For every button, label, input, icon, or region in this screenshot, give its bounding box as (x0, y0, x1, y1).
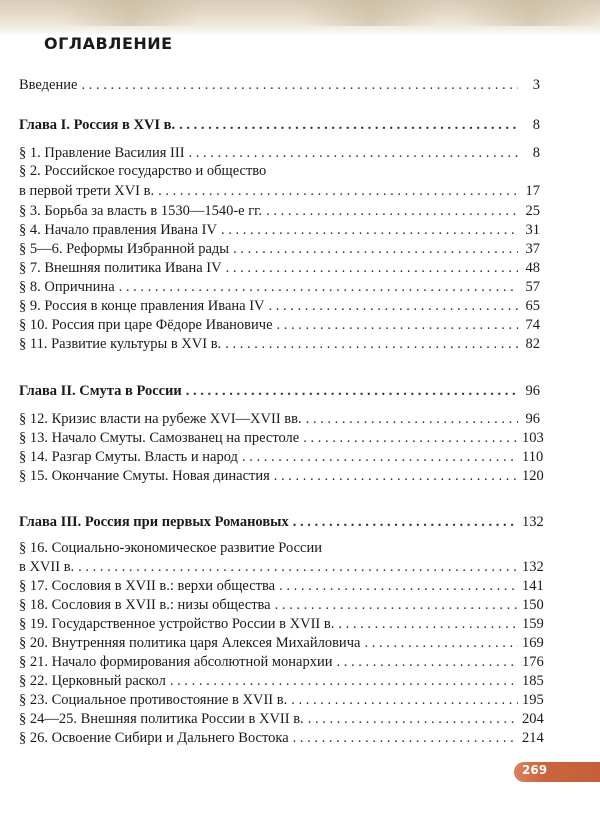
chapter-page: 96 (525, 383, 540, 399)
toc-entry-label: § 24—25. Внешняя политика России в XVII в. (19, 711, 304, 727)
toc-entry[interactable] (19, 556, 544, 576)
toc-entry-page: 204 (522, 711, 544, 727)
toc-entry-label: § 12. Кризис власти на рубеже XVI—XVII вв. (19, 411, 302, 427)
dot-leader (242, 448, 518, 466)
toc-entry[interactable] (19, 314, 540, 334)
toc-chapter-2[interactable] (19, 380, 540, 400)
dot-leader (337, 653, 519, 671)
toc-entry-page: 159 (522, 616, 544, 632)
toc-entry-page: 37 (525, 241, 540, 257)
dot-leader (179, 116, 518, 134)
dot-leader (338, 615, 518, 633)
dot-leader (303, 429, 518, 447)
toc-entry[interactable] (19, 632, 544, 652)
toc-entry-label: § 26. Освоение Сибири и Дальнего Востока (19, 730, 289, 746)
page-number: 269 (522, 763, 548, 777)
chapter-label: Глава III. Россия при первых Романовых (19, 514, 289, 530)
dot-leader (308, 710, 518, 728)
toc-entry[interactable] (19, 727, 544, 747)
toc-entry-page: 96 (525, 411, 540, 427)
toc-entry[interactable] (19, 651, 544, 671)
toc-entry[interactable] (19, 575, 544, 595)
header-texture (460, 0, 600, 26)
toc-entry-label-line1[interactable]: § 16. Социально-экономическое развитие России (19, 540, 322, 556)
toc-entry-label: § 22. Церковный раскол (19, 673, 166, 689)
toc-entry[interactable] (19, 613, 544, 633)
toc-entry[interactable] (19, 238, 540, 258)
toc-entry-label-line1[interactable]: § 2. Российское государство и общество (19, 163, 267, 179)
toc-entry-label: § 10. Россия при царе Фёдоре Ивановиче (19, 317, 273, 333)
dot-leader (275, 596, 518, 614)
dot-leader (291, 691, 518, 709)
toc-entry-label: § 18. Сословия в XVII в.: низы общества (19, 597, 271, 613)
toc-entry[interactable] (19, 142, 540, 162)
page-title: ОГЛАВЛЕНИЕ (44, 34, 173, 53)
dot-leader (233, 240, 518, 258)
dot-leader (274, 467, 518, 485)
toc-entry-label: § 11. Развитие культуры в XVI в. (19, 336, 222, 352)
toc-entry[interactable] (19, 333, 540, 353)
toc-entry-label: § 23. Социальное противостояние в XVII в. (19, 692, 288, 708)
toc-entry-label: § 7. Внешняя политика Ивана IV (19, 260, 222, 276)
dot-leader (119, 278, 518, 296)
toc-entry-page: 74 (525, 317, 540, 333)
decorative-header-band (0, 0, 600, 36)
toc-entry[interactable] (19, 670, 544, 690)
dot-leader (189, 144, 518, 162)
toc-entry-label: § 1. Правление Василия III (19, 145, 185, 161)
toc-entry-page: 132 (522, 559, 544, 575)
toc-entry[interactable] (19, 200, 540, 220)
toc-entry-label: § 20. Внутренняя политика царя Алексея Михайловича (19, 635, 361, 651)
page-number-badge (514, 762, 600, 782)
chapter-page: 132 (522, 514, 544, 530)
toc-entry-page: 25 (525, 203, 540, 219)
toc-entry[interactable] (19, 465, 544, 485)
toc-entry-page: 48 (525, 260, 540, 276)
dot-leader (306, 410, 518, 428)
dot-leader (158, 182, 518, 200)
toc-entry-page: 17 (525, 183, 540, 199)
toc-chapter-3[interactable] (19, 511, 544, 531)
dot-leader (293, 729, 518, 747)
dot-leader (225, 335, 518, 353)
dot-leader (221, 221, 518, 239)
toc-entry-label: § 9. Россия в конце правления Ивана IV (19, 298, 265, 314)
toc-entry-intro[interactable] (19, 74, 540, 94)
dot-leader (269, 297, 519, 315)
toc-entry-page: 185 (522, 673, 544, 689)
toc-entry[interactable] (19, 257, 540, 277)
dot-leader (226, 259, 518, 277)
toc-entry-page: 8 (532, 145, 540, 161)
toc-entry-page: 169 (522, 635, 544, 651)
dot-leader (277, 316, 518, 334)
toc-entry[interactable] (19, 276, 540, 296)
toc-entry-page: 31 (525, 222, 540, 238)
toc-entry-label: § 15. Окончание Смуты. Новая династия (19, 468, 270, 484)
toc-entry-label: в XVII в. (19, 559, 75, 575)
header-texture (60, 0, 200, 26)
toc-entry-label: Введение (19, 77, 78, 93)
dot-leader (81, 76, 518, 94)
toc-entry-page: 103 (522, 430, 544, 446)
toc-entry[interactable] (19, 180, 540, 200)
toc-entry-label: § 19. Государственное устройство России в XVII в. (19, 616, 335, 632)
toc-entry[interactable] (19, 689, 544, 709)
toc-entry-label: § 8. Опричнина (19, 279, 115, 295)
header-texture (300, 0, 440, 26)
toc-entry-label: в первой трети XVI в. (19, 183, 155, 199)
toc-entry-page: 150 (522, 597, 544, 613)
toc-entry-page: 120 (522, 468, 544, 484)
chapter-label: Глава I. Россия в XVI в. (19, 117, 176, 133)
toc-entry-page: 3 (532, 77, 540, 93)
toc-entry-label: § 4. Начало правления Ивана IV (19, 222, 217, 238)
toc-entry[interactable] (19, 446, 544, 466)
toc-entry[interactable] (19, 219, 540, 239)
chapter-page: 8 (532, 117, 540, 133)
toc-entry-page: 195 (522, 692, 544, 708)
toc-entry[interactable] (19, 708, 544, 728)
toc-entry-page: 214 (522, 730, 544, 746)
toc-entry-page: 141 (522, 578, 544, 594)
dot-leader (266, 202, 518, 220)
toc-entry-page: 176 (522, 654, 544, 670)
toc-entry-page: 110 (522, 449, 544, 465)
toc-entry-label: § 14. Разгар Смуты. Власть и народ (19, 449, 238, 465)
toc-entry-label: § 13. Начало Смуты. Самозванец на престоле (19, 430, 300, 446)
toc-entry-label: § 17. Сословия в XVII в.: верхи общества (19, 578, 276, 594)
toc-entry[interactable] (19, 594, 544, 614)
toc-entry-label: § 21. Начало формирования абсолютной монархии (19, 654, 333, 670)
dot-leader (78, 558, 518, 576)
toc-chapter-1[interactable] (19, 114, 540, 134)
toc-entry[interactable] (19, 427, 544, 447)
toc-entry[interactable] (19, 408, 540, 428)
dot-leader (186, 382, 518, 400)
dot-leader (364, 634, 518, 652)
dot-leader (279, 577, 518, 595)
toc-entry[interactable] (19, 295, 540, 315)
dot-leader (170, 672, 518, 690)
toc-entry-label: § 3. Борьба за власть в 1530—1540-е гг. (19, 203, 263, 219)
dot-leader (293, 513, 518, 531)
toc-entry-page: 65 (525, 298, 540, 314)
toc-entry-page: 57 (525, 279, 540, 295)
toc-entry-page: 82 (525, 336, 540, 352)
chapter-label: Глава II. Смута в России (19, 383, 182, 399)
toc-entry-label: § 5—6. Реформы Избранной рады (19, 241, 230, 257)
